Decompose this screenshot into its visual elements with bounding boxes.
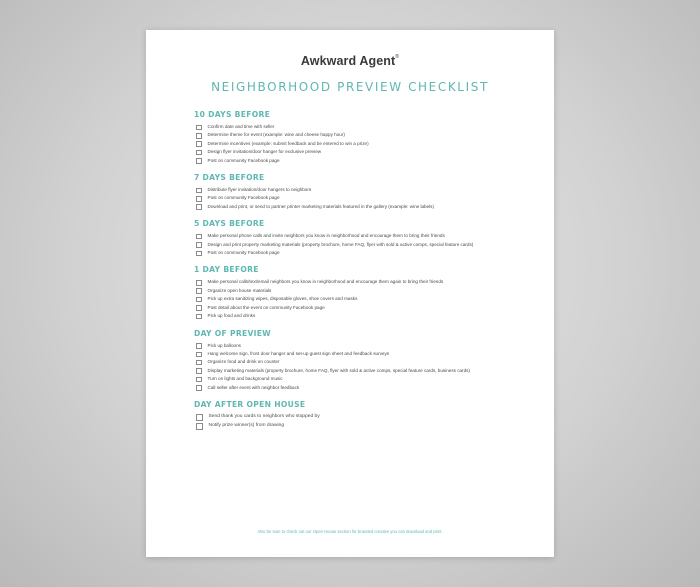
checkbox[interactable]	[196, 188, 202, 194]
section-heading: DAY AFTER OPEN HOUSE	[194, 399, 306, 409]
checklist-item	[194, 232, 514, 239]
checklist-item	[194, 384, 514, 391]
checkbox[interactable]	[196, 158, 202, 164]
checkbox[interactable]	[196, 377, 202, 383]
checkbox[interactable]	[196, 280, 202, 286]
checkbox[interactable]	[196, 251, 202, 257]
checkbox[interactable]	[196, 196, 202, 202]
checklist-item-label: Post on community Facebook page	[207, 195, 280, 201]
checklist-item-label: Make personal phone calls and invite neighbors you know in neighborhood and encourage them to bring their friends	[207, 233, 445, 239]
checklist-item-label: Pick up balloons	[207, 342, 241, 348]
checklist-section	[194, 110, 514, 164]
section-heading: 1 DAY BEFORE	[194, 265, 259, 275]
checklist-item-label: Design flyer invitation/door hanger for exclusive preview	[207, 149, 322, 155]
checkbox[interactable]	[196, 125, 202, 131]
checklist-section	[194, 265, 514, 319]
checklist-item-label: Post on community Facebook page	[207, 157, 280, 163]
checklist-section	[194, 173, 514, 210]
checklist-item-label: Make personal calls/text/email neighbors you know in neighborhood and encourage them again to bring their friends	[207, 279, 444, 285]
brand-logo: Awkward Agent®	[300, 54, 400, 68]
checkbox[interactable]	[196, 242, 202, 248]
checklist-item	[194, 413, 514, 421]
checklist-item	[194, 241, 514, 248]
checklist-item-label: Turn on lights and background music	[207, 376, 283, 382]
checklist-item-label: Notify prize winner(s) from drawing	[208, 422, 285, 428]
checklist-item	[194, 140, 514, 147]
page-title: NEIGHBORHOOD PREVIEW CHECKLIST	[211, 80, 489, 94]
checkbox[interactable]	[196, 314, 202, 320]
checklist-item	[194, 367, 514, 374]
checklist-item	[194, 203, 514, 210]
checklist-item	[194, 287, 514, 294]
checkbox[interactable]	[196, 385, 202, 391]
checkbox[interactable]	[196, 414, 203, 421]
section-heading: DAY OF PREVIEW	[194, 328, 271, 338]
checkbox[interactable]	[196, 204, 202, 210]
section-heading: 10 DAYS BEFORE	[194, 110, 271, 119]
checklist-item	[194, 375, 514, 382]
checklist-item-label: Post on community Facebook page	[207, 250, 280, 256]
checklist-item-label: Organize food and drink on counter	[207, 359, 280, 365]
checklist-item-label: Organize open house materials	[207, 287, 272, 293]
checklist-item	[194, 131, 514, 138]
checklist-item	[194, 350, 514, 357]
checkbox[interactable]	[196, 288, 202, 294]
checklist-item-label: Determine theme for event (example: wine and cheese happy hour)	[207, 132, 345, 138]
checklist-item-label: Pick up extra sanitizing wipes, disposable gloves, shoe covers and masks	[207, 296, 358, 302]
checklist-section	[194, 329, 514, 391]
checklist-item	[194, 157, 514, 164]
checklist-item	[194, 249, 514, 256]
checklist-item	[194, 148, 514, 155]
checklist-item-label: Download and print, or send to partner printer marketing materials featured in the gallery (example: wine labels)	[207, 203, 434, 209]
checklist-item	[194, 186, 514, 193]
checkbox[interactable]	[196, 343, 202, 349]
checklist-item	[194, 194, 514, 201]
checklist-item-label: Determine incentives (example: submit feedback and be entered to win a prize)	[207, 140, 369, 146]
checkbox[interactable]	[196, 234, 202, 240]
checkbox[interactable]	[196, 305, 202, 311]
checklist-content	[194, 110, 514, 439]
checklist-item	[194, 342, 514, 349]
checkbox[interactable]	[196, 150, 202, 156]
footer-note: Also be sure to check out our Open House section for branded creative you can download and print.	[257, 529, 443, 534]
checklist-item	[194, 278, 514, 285]
checkbox[interactable]	[196, 423, 203, 430]
checklist-item-label: Confirm date and time with seller	[207, 124, 275, 129]
checkbox[interactable]	[196, 368, 202, 374]
checklist-item	[194, 123, 514, 130]
checklist-item-label: Design and print property marketing materials (property brochure, home FAQ, flyer with sold & active comps, special feature cards)	[207, 241, 474, 247]
checkbox[interactable]	[196, 141, 202, 147]
checkbox[interactable]	[196, 297, 202, 303]
checklist-item	[194, 422, 514, 430]
checklist-section	[194, 219, 514, 256]
checklist-item-label: Call seller after event with neighbor feedback	[207, 384, 300, 390]
checklist-item	[194, 304, 514, 311]
section-heading: 5 DAYS BEFORE	[194, 219, 265, 229]
checkbox[interactable]	[196, 352, 202, 358]
checkbox[interactable]	[196, 360, 202, 366]
checklist-item-label: Pick up food and drinks	[207, 313, 256, 319]
checklist-item	[194, 358, 514, 365]
checklist-item-label: Distribute flyer invitation/door hangers to neighbors	[207, 187, 312, 193]
checklist-item	[194, 312, 514, 319]
checklist-item	[194, 295, 514, 302]
checklist-item-label: Send thank you cards to neighbors who stopped by	[208, 413, 320, 419]
checklist-page	[146, 30, 554, 557]
checklist-item-label: Hang welcome sign, front door hanger and set-up guest sign sheet and feedback surveys	[207, 350, 390, 356]
checkbox[interactable]	[196, 133, 202, 139]
section-heading: 7 DAYS BEFORE	[194, 173, 265, 183]
checklist-item-label: Display marketing materials (property brochure, home FAQ, flyer with sold & active comps, special feature cards, business cards)	[207, 367, 470, 373]
checklist-item-label: Post detail about the event on community Facebook page	[207, 304, 325, 310]
checklist-section	[194, 400, 514, 430]
